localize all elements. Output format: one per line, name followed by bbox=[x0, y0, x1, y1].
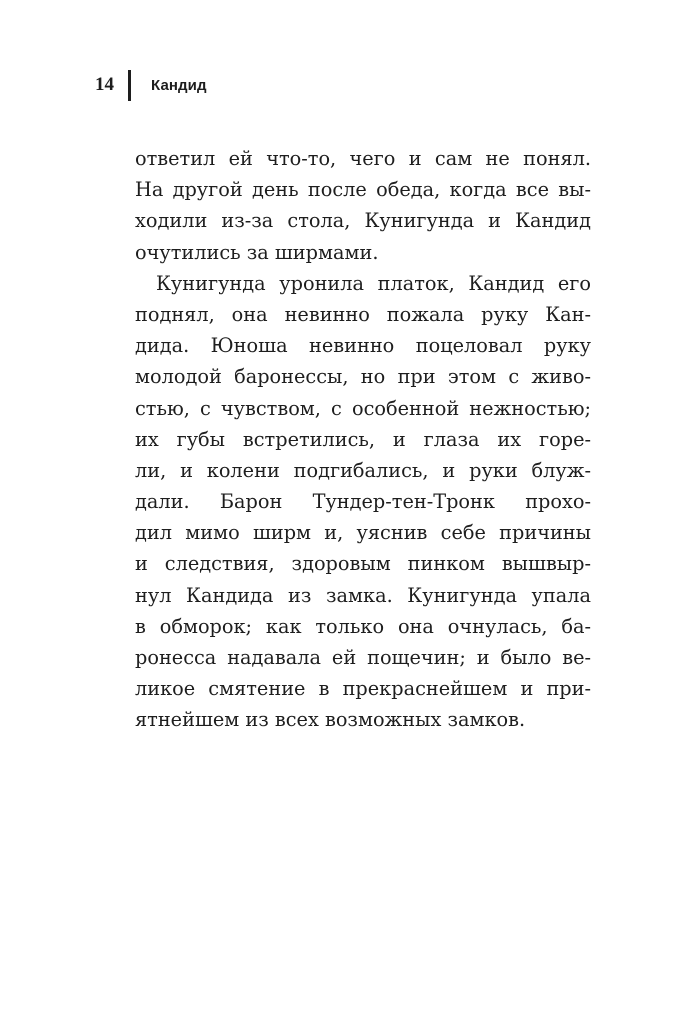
text-line: поднял, она невинно пожала руку Кан- bbox=[135, 302, 591, 326]
text-line: ли, и колени подгибались, и руки блуж- bbox=[135, 458, 591, 482]
paragraph bbox=[135, 143, 591, 268]
body-text bbox=[135, 143, 591, 736]
running-title: Кандид bbox=[151, 76, 207, 94]
text-line: стью, с чувством, с особенной нежностью; bbox=[135, 396, 591, 420]
text-line: ответил ей что-то, чего и сам не понял. bbox=[135, 147, 591, 170]
text-line: в обморок; как только она очнулась, ба- bbox=[135, 614, 591, 638]
text-line: ликое смятение в прекраснейшем и при- bbox=[135, 677, 591, 701]
header-divider bbox=[128, 70, 131, 101]
text-line: дида. Юноша невинно поцеловал руку bbox=[135, 334, 591, 358]
text-line: Кунигунда уронила платок, Кандид его bbox=[156, 271, 591, 295]
text-line: нул Кандида из замка. Кунигунда упала bbox=[135, 583, 591, 607]
text-line: молодой баронессы, но при этом с живо- bbox=[135, 365, 591, 389]
paragraph bbox=[135, 268, 591, 736]
text-line: ходили из-за стола, Кунигунда и Кандид bbox=[135, 209, 591, 233]
text-line: их губы встретились, и глаза их горе- bbox=[135, 427, 591, 451]
text-line: очутились за ширмами. bbox=[135, 240, 379, 264]
text-line: дил мимо ширм и, уяснив себе причины bbox=[135, 521, 591, 545]
page-number: 14 bbox=[95, 74, 114, 95]
text-line: ятнейшем из всех возможных замков. bbox=[135, 708, 526, 732]
running-head bbox=[95, 70, 207, 100]
text-line: дали. Барон Тундер-тен-Тронк прохо- bbox=[135, 490, 591, 514]
text-line: и следствия, здоровым пинком вышвыр- bbox=[135, 552, 591, 576]
text-line: На другой день после обеда, когда все вы- bbox=[135, 178, 591, 202]
text-line: ронесса надавала ей пощечин; и было ве- bbox=[135, 646, 591, 669]
